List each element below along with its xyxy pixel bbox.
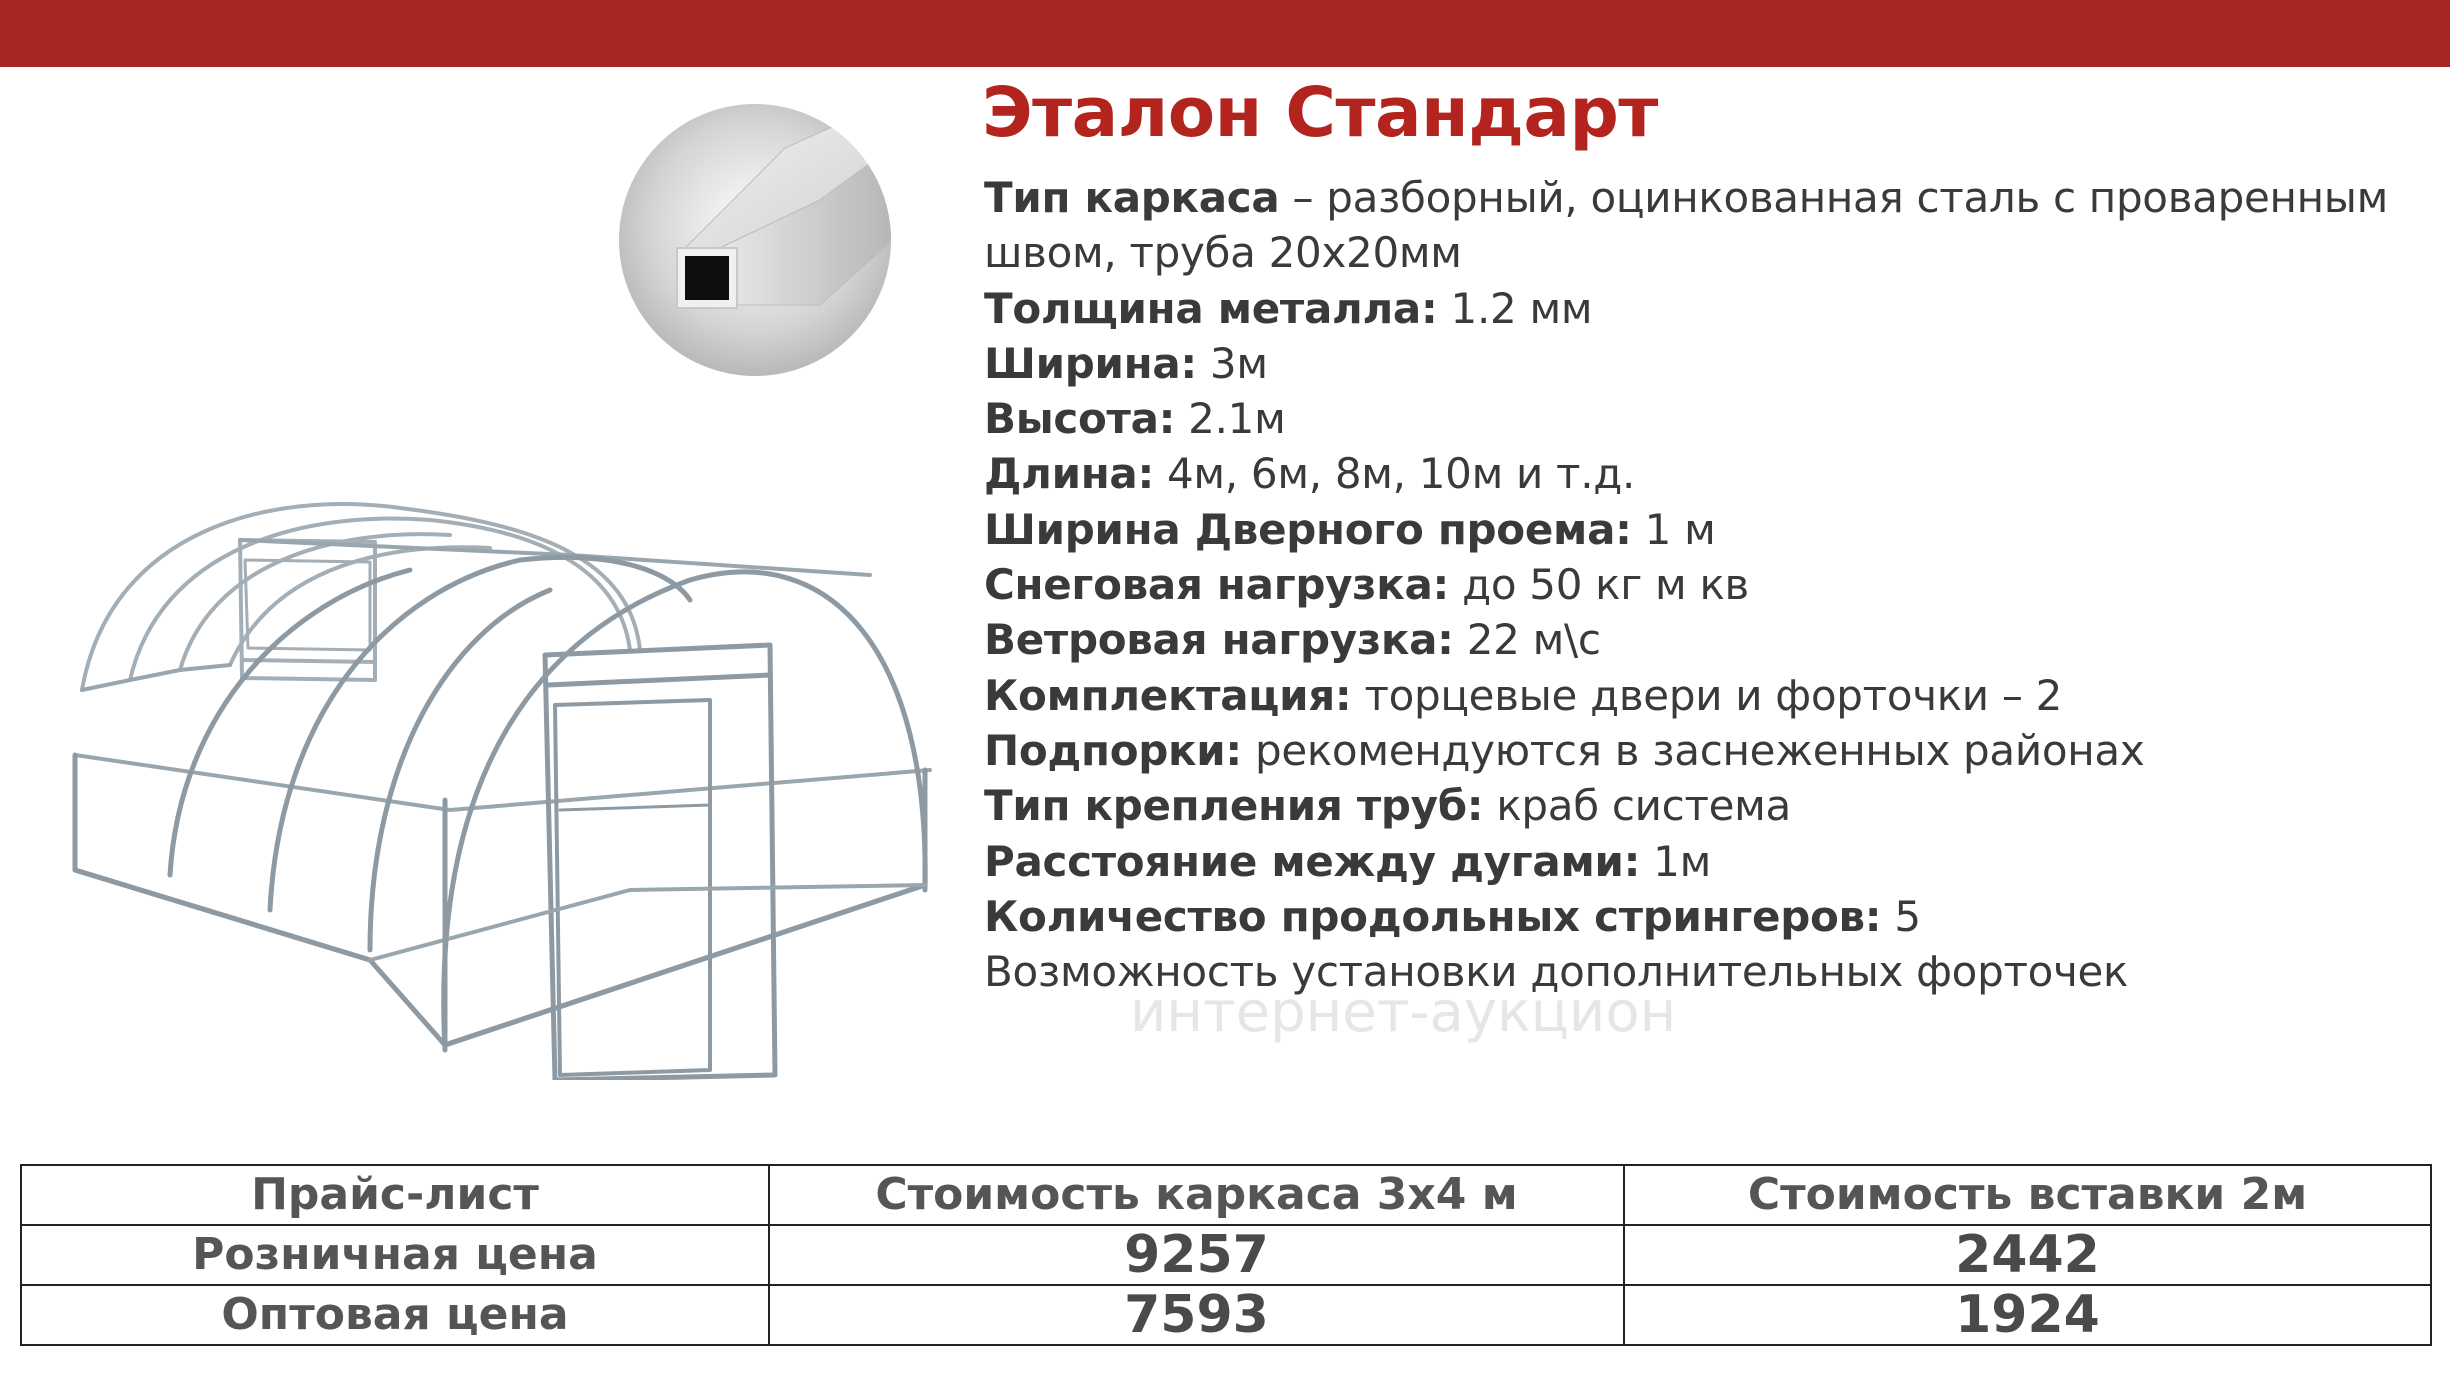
product-title: Эталон Стандарт [982, 73, 1658, 153]
spec-label: Количество продольных стрингеров: [984, 891, 1882, 941]
spec-width [984, 336, 2414, 391]
spec-label: Снеговая нагрузка: [984, 560, 1450, 610]
header-cell-frame-cost: Стоимость каркаса 3х4 м [769, 1165, 1624, 1225]
spec-wind-load [984, 612, 2414, 667]
spec-metal-thickness [984, 281, 2414, 336]
top-color-bar [0, 0, 2450, 67]
header-cell-price-list: Прайс-лист [21, 1165, 769, 1225]
spec-length [984, 446, 2414, 501]
spec-stringers [984, 889, 2414, 944]
spec-value: 3м [1196, 338, 1268, 388]
spec-label: Комплектация: [984, 670, 1352, 720]
watermark-text: интернет-аукцион [1130, 980, 1677, 1045]
wholesale-frame-price: 7593 [769, 1285, 1624, 1345]
spec-value: 1 м [1631, 504, 1716, 554]
spec-value: 4м, 6м, 8м, 10м и т.д. [1153, 449, 1636, 499]
retail-frame-price: 9257 [769, 1225, 1624, 1285]
spec-value: 1.2 мм [1437, 283, 1593, 333]
spec-equipment [984, 668, 2414, 723]
spec-label: Расстояние между дугами: [984, 836, 1641, 886]
spec-label: Тип каркаса [984, 173, 1280, 222]
table-row [21, 1285, 2431, 1345]
spec-label: Ширина: [984, 338, 1197, 388]
spec-value: – разборный, оцинкованная сталь с проваренным швом, труба 20х20мм [984, 173, 2389, 278]
spec-label: Высота: [984, 394, 1176, 444]
spec-supports [984, 723, 2414, 778]
retail-insert-price: 2442 [1624, 1225, 2431, 1285]
spec-value: 22 м\с [1453, 615, 1601, 665]
spec-value: 2.1м [1175, 394, 1286, 444]
row-label-wholesale: Оптовая цена [21, 1285, 769, 1345]
spec-value: 5 [1881, 891, 1921, 941]
spec-label: Ширина Дверного проема: [984, 504, 1632, 554]
spec-list [984, 170, 2414, 999]
spec-label: Толщина металла: [984, 283, 1438, 333]
spec-value: торцевые двери и форточки – 2 [1351, 670, 2063, 720]
spec-value: Возможность установки дополнительных форточек [984, 947, 2129, 997]
table-row [21, 1225, 2431, 1285]
spec-value: 1м [1640, 836, 1711, 886]
spec-label: Ветровая нагрузка: [984, 615, 1454, 665]
row-label-retail: Розничная цена [21, 1225, 769, 1285]
pipe-image [615, 100, 895, 380]
greenhouse-frame-image [70, 480, 950, 1080]
table-header-row [21, 1165, 2431, 1225]
price-table [20, 1164, 2432, 1346]
spec-door-width [984, 502, 2414, 557]
spec-value: рекомендуются в заснеженных районах [1241, 725, 2145, 775]
spec-frame-type [984, 170, 2414, 281]
spec-label: Длина: [984, 449, 1154, 499]
spec-pipe-fastening [984, 778, 2414, 833]
spec-label: Тип крепления труб: [984, 781, 1484, 831]
spec-value: краб система [1483, 781, 1791, 831]
spec-height [984, 391, 2414, 446]
spec-value: до 50 кг м кв [1449, 560, 1750, 610]
spec-snow-load [984, 557, 2414, 612]
header-cell-insert-cost: Стоимость вставки 2м [1624, 1165, 2431, 1225]
spec-label: Подпорки: [984, 725, 1242, 775]
spec-arc-spacing [984, 834, 2414, 889]
wholesale-insert-price: 1924 [1624, 1285, 2431, 1345]
